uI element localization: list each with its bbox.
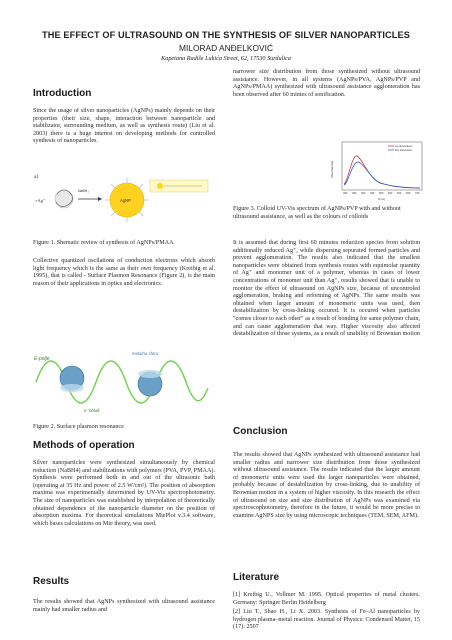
results-paragraph-start: The results showed that AgNPs synthesized with ultrasound assistance mainly had smaller radius and (33, 599, 215, 613)
fig1-panel-label: a) (34, 174, 39, 180)
fig1-polymer-coil (55, 190, 73, 208)
fig2-sphere-2 (138, 370, 162, 396)
fig1-ag-ion (35, 198, 46, 203)
intro-paragraph: Since the usage of silver nanoparticles (AgNPs) mainly depends on their properties (their size, shape, interaction between nanoparticle and stabilizator, surrounding medium, as well as synthesis route) (Liu et al. 2003) there is a huge interest on developing methods for controlled synthesis of nanoparticles. (33, 108, 215, 145)
surface-plasmon-paragraph: Collective quantized oscilations of conduction electrons which absorb light frequency which is the same as their own frequency (Kreibig et al. 1995), that is called - Surface Plasmon Resonance (Figure 2), is the main reason of their applications in optics and electronics. (33, 258, 215, 287)
results-continued-paragraph: narrower size distribution from those synthesized without ultrasound assistance. However, in all systems (AgNPs/PVA, AgNPs/PVP and AgNPs/PMAA) synthesized with ultrasound assistance agglomeration has been observed after 60 mintes of sonification. (233, 69, 420, 98)
fig3-legend-1: sa ultrazvukom (395, 145, 413, 148)
fig2-field-label: E-polje (34, 356, 50, 362)
fig3-xtick: 650 (406, 192, 411, 195)
fig3-legend-2: bez ultrazvuka (395, 149, 412, 152)
fig3-xtick: 550 (388, 192, 393, 195)
author-name: MILORAD ANĐELKOVIĆ (178, 43, 273, 53)
conclusion-paragraph: The results showed that AgNPs synthesized with ultrasound assistance had smaller radius and narrower size distribution from those synthesized without ultrasound assistance. The results indicated that the larger amount of monomeric units were used the larger nanoparticles were obtained, probably because of destabilization by cross-linking, due to unability of Brownian motion in a system of higher viscosity. In this research the effect of ultrasound on size and size distribution of AgNPs was examined via spectroscophotometry, therefore in the future, it would be more precise to examine AgNPS size by using microscopic techniques (TEM, SEM, AFM). (233, 452, 420, 519)
fig1-nabh4-label: NaBH₄ (78, 189, 89, 193)
fig2-cloud-label: e⁻oblak (84, 408, 100, 413)
fig3-ylabel: Absorbancija (330, 160, 334, 178)
figure-2-caption: Figure 2. Surface plasmon resonance (33, 424, 124, 430)
fig2-sphere-label: metalna sfera (132, 351, 159, 356)
figure-3-caption: Figure 3. Colloid UV-Vis spectrum of AgNPs/PVP with and without ultrasound assistance, as well as the colours of colloids (233, 206, 401, 220)
figure-1-caption: Figure 1. Shematic review of synthesis of AgNPs/PMAA (33, 240, 174, 246)
methods-paragraph: Silver nanoparticles were synthesized simultaneously by chemical reduction (NaBH4) and stabilizations with polymers (PVA, PVP, PMAA). Synthesis were performed both in and out of the ultrasonic bath (operating at 35 Hz and power of 2.5 W/cm²). The position of absorption maxima was experimentally determined by UV-Vis spectrophotometry. The size of nanoparticles was established by interpolation of theoretically obtained dependence of the nanoparticle diameter on the position of absorption maxima. For theoretical simulations MiePlot v.3.4 software, which bases calculations on Mie theory, was used. (33, 460, 215, 527)
fig3-xtick: 350 (352, 192, 357, 195)
reference-2: [2] Liu T., Shao H., Li X. 2003. Synthesis of Fe–Al nanoparticles by hydrogen plasma–metal reaction. Journal of Physics: Condensed Matter, 15 (17): 2507 (233, 609, 420, 631)
heading-literature: Literature (233, 572, 280, 583)
fig2-sphere-1 (60, 366, 84, 392)
figure-3-uv-vis-spectrum (330, 140, 425, 202)
fig3-xlabel: λ(nm) (378, 197, 386, 201)
fig3-xtick: 300 (343, 192, 348, 195)
paper-title: THE EFFECT OF ULTRASOUND ON THE SYNTHESIS OF SILVER NANOPARTICLES (42, 30, 410, 40)
reference-1: [1] Kreibig U., Vollmer M. 1995. Optical properties of metal clusters. Germany: Springer Berlin Heidelberg (233, 592, 420, 606)
heading-methods: Methods of operation (33, 440, 135, 451)
fig3-x-ticks (343, 191, 420, 195)
svg-text:+Ag⁺: +Ag⁺ (35, 198, 46, 203)
fig3-xtick: 400 (361, 192, 366, 195)
fig3-xtick: 700 (415, 192, 420, 195)
heading-conclusion: Conclusion (233, 426, 288, 437)
fig3-xtick: 500 (379, 192, 384, 195)
figure-1-synthesis-scheme (32, 172, 212, 232)
fig3-xtick: 450 (370, 192, 375, 195)
svg-text:AgNP: AgNP (120, 198, 131, 203)
figure-2-surface-plasmon (32, 348, 212, 416)
heading-introduction: Introduction (33, 88, 92, 99)
affiliation: Kapetana Radiše Lukića Street, 62, 17530 Surdulica (161, 55, 291, 62)
results-discussion-paragraph: It is assumed that during first 60 minutes reduction species from solution additionally reduced Ag⁺, while dispersing sepurated formed particles and prevent agglomeration. The results also indicated that the smallest nanoparticles were obtained from synthesis routes with equimolar quantity of Ag⁺ and monomer unit of a polymer, whereas in cases of lower concentrations of monomer unit than Ag⁺, results showed that is unable to monitor the effect of ultrasound on AgNPs size, because of uncontroled agglomeration, braking and reforming of AgNPs. The same results was obtained when larger amount of monomeric units was used, then destabilization by cross-linking occured. It is occured when particles "comes closer to each other" as a result of bonding for same polymer chain, and can cause agglomeration that way. Higher viscosity also affected destabilization of those systems, as a result of unability of Brownian motion (233, 240, 420, 338)
fig3-xtick: 600 (397, 192, 402, 195)
heading-results: Results (33, 576, 70, 587)
fig1-nanoparticle (105, 178, 149, 222)
